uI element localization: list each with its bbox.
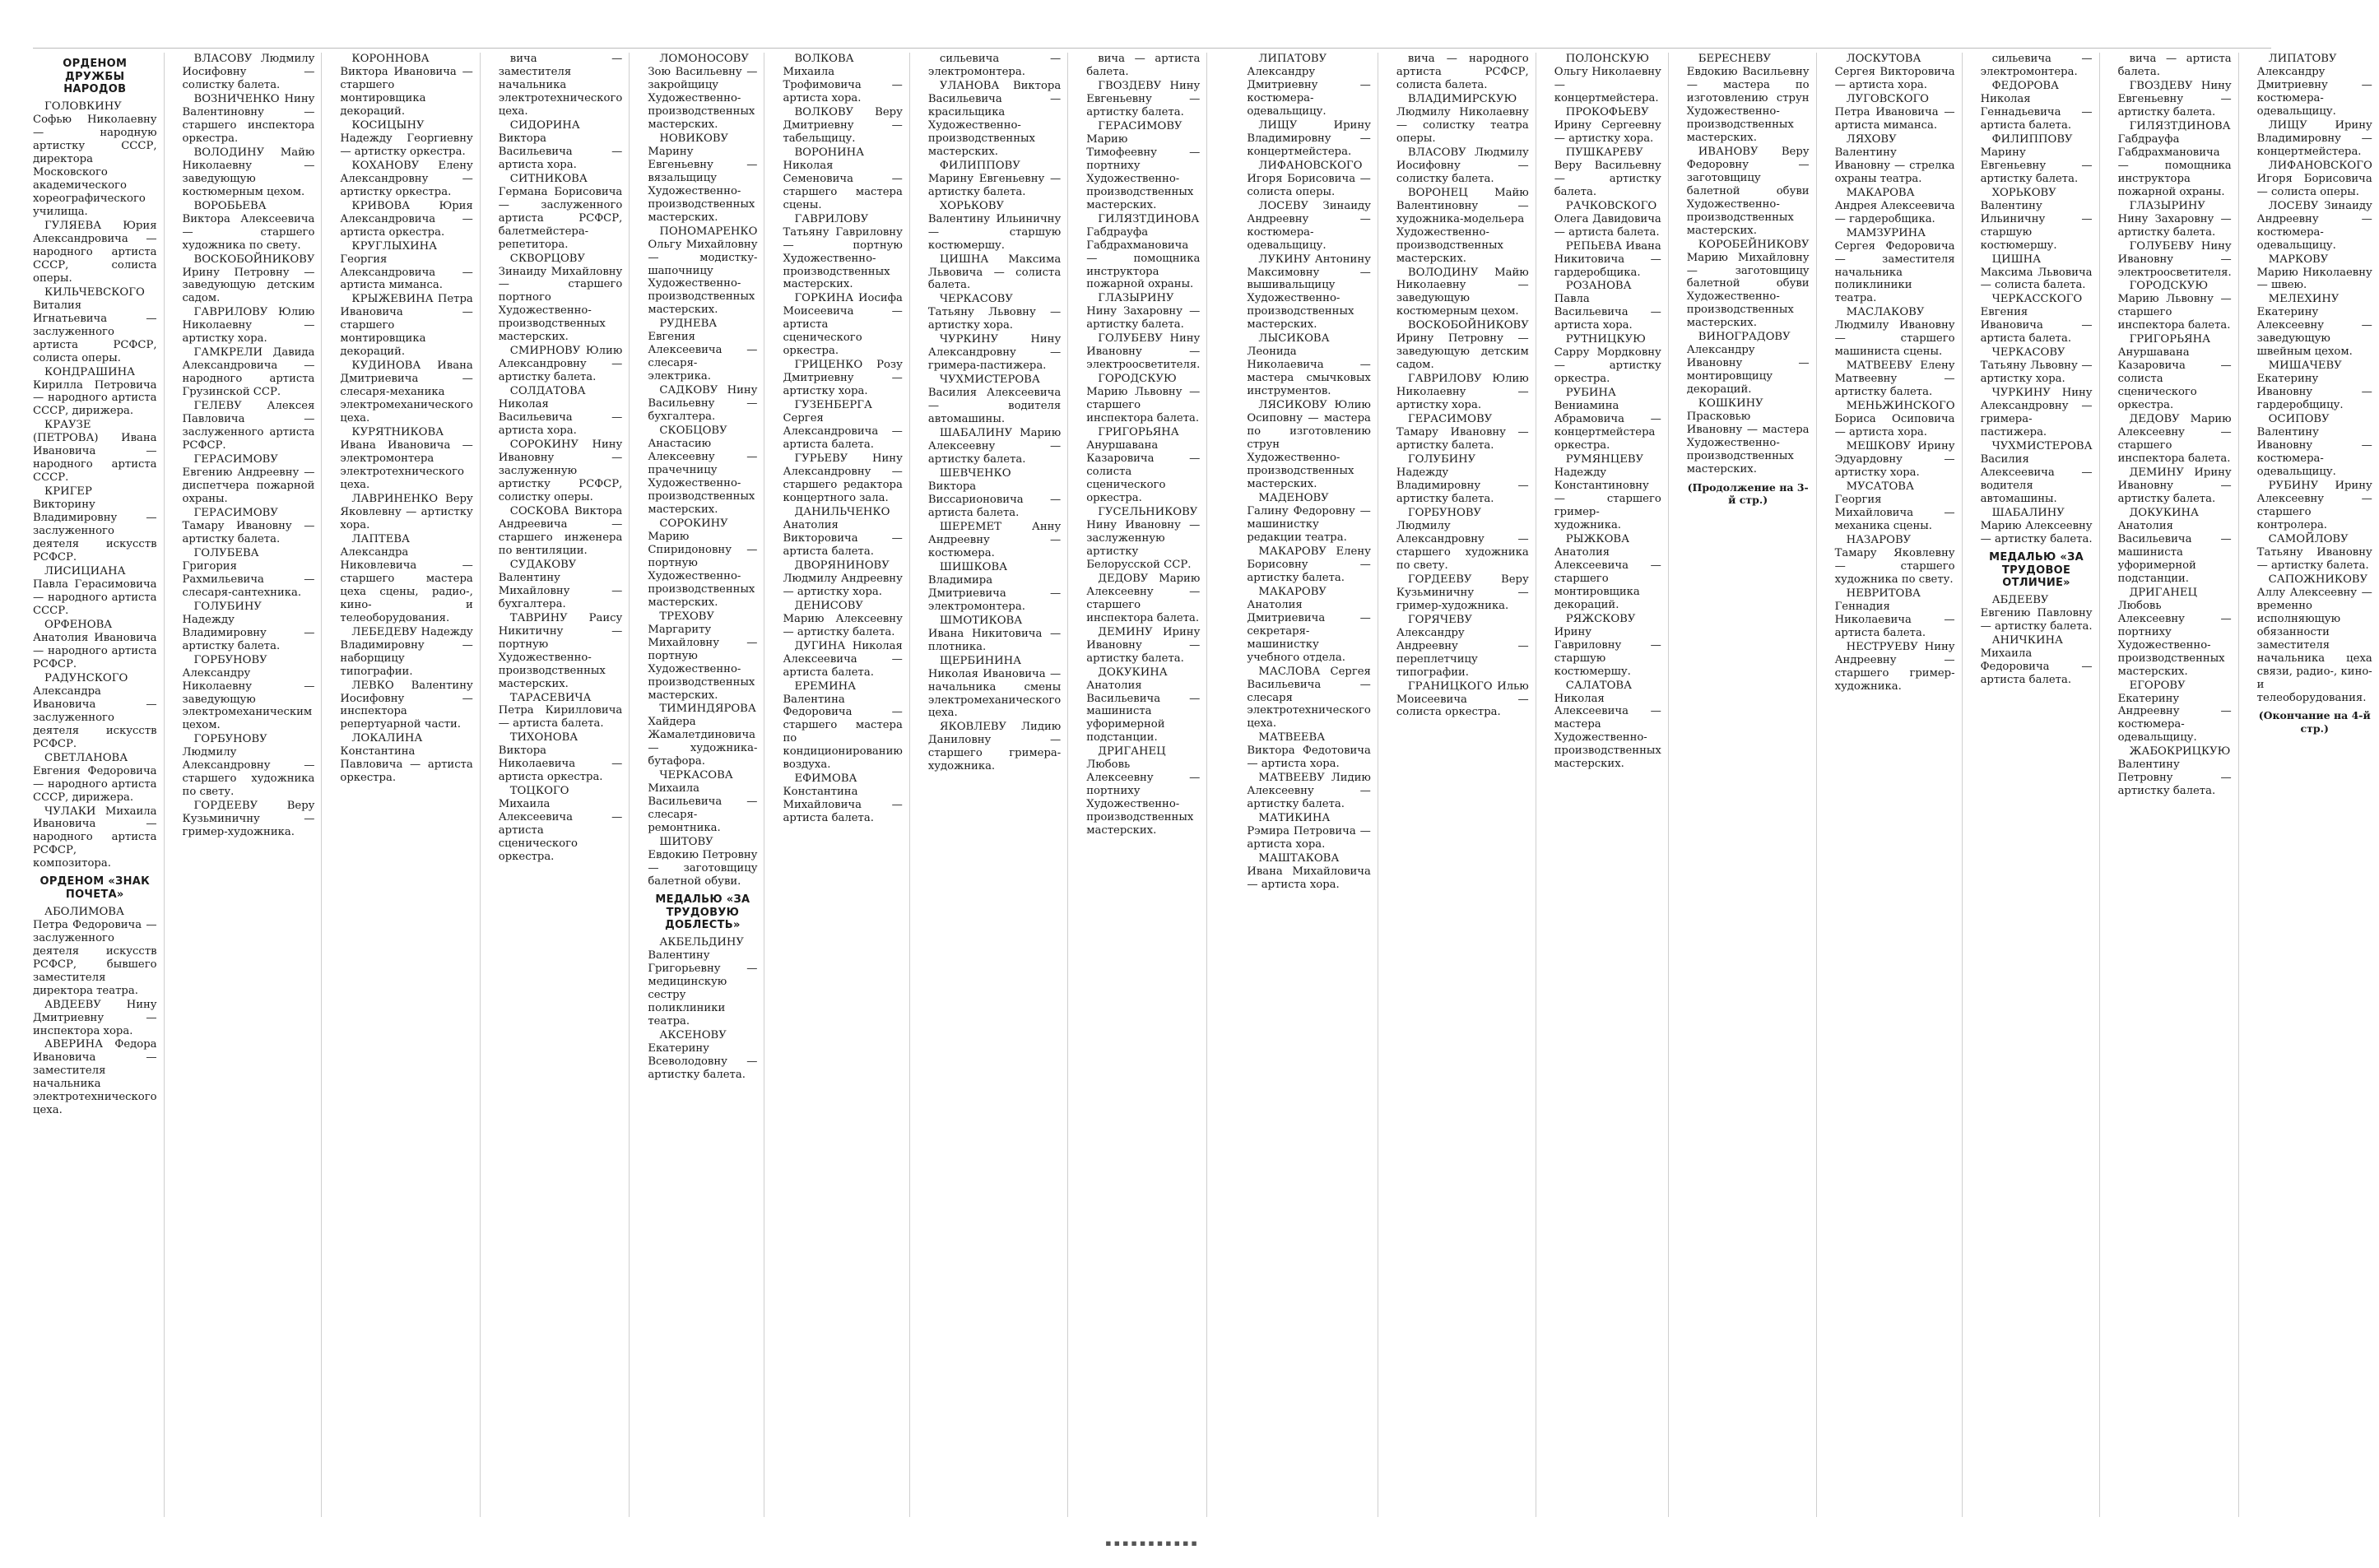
award-entry: ЧУХМИСТЕРОВА Василия Алексеевича — водителя автомашины. — [927, 373, 1062, 426]
award-entry: КУДИНОВА Ивана Дмитриевича — слесаря-механика электромеханического цеха. — [340, 360, 473, 425]
award-entry: ФЕДОРОВА Николая Геннадьевича — артиста балета. — [1980, 79, 2093, 132]
award-entry: КОХАНОВУ Елену Александровну — артистку оркестра. — [340, 159, 473, 198]
award-entry: ГОЛУБЕВА Григория Рахмильевича — слесаря-сантехника. — [182, 546, 315, 599]
award-entry: ШАБАЛИНУ Марию Алексеевну — артистку балета. — [1980, 506, 2093, 545]
award-entry: ГОРДЕЕВУ Веру Кузьминичну — гример-художника. — [182, 800, 315, 839]
award-entry: ГЕРАСИМОВУ Евгению Андреевну — диспетчера пожарной охраны. — [182, 453, 315, 505]
award-entry: ЛАВРИНЕНКО Веру Яковлевну — артистку хора. — [340, 492, 473, 531]
award-entry: КОРОБЕЙНИКОВУ Марию Михайловну — заготовщицу балетной обуви Художественно-производственных мастерских. — [1686, 238, 1810, 330]
award-entry: ЛУКИНУ Антонину Максимовну — вышивальщицу Художественно-производственных мастерских. — [1247, 253, 1371, 332]
award-entry: вича — артиста балета. — [2117, 53, 2232, 78]
award-entry: ШИШКОВА Владимира Дмитриевича — электромонтера. — [927, 560, 1062, 613]
award-entry: ЛИЩУ Ирину Владимировну — концертмейстера. — [1247, 118, 1371, 158]
award-entry: ЛОСКУТОВА Сергея Викторовича — артиста хора. — [1834, 53, 1955, 91]
column-2 — [183, 53, 323, 1517]
award-entry: ГАМКРЕЛИ Давида Александровича — народного артиста Грузинской ССР. — [182, 346, 315, 399]
award-entry: ВЛАДИМИРСКУЮ Людмилу Николаевну — солистку театра оперы. — [1396, 92, 1529, 145]
award-entry: ШЕВЧЕНКО Виктора Виссарионовича — артиста балета. — [927, 467, 1062, 519]
award-entry: ТРЕХОВУ Маргариту Михайловну — портную Художественно-производственных мастерских. — [648, 610, 758, 702]
award-entry: УЛАНОВА Виктора Васильевича — красильщика Художественно-производственных мастерских. — [927, 79, 1062, 158]
award-entry: НЕСТРУЕВУ Нину Андреевну — старшего гример-художника. — [1834, 640, 1955, 693]
award-entry: ДЕМИНУ Ирину Ивановну — артистку балета. — [1086, 625, 1201, 665]
award-entry: СВЕТЛАНОВА Евгения Федоровича — народного артиста СССР, дирижера. — [33, 751, 157, 804]
column-1 — [33, 53, 165, 1517]
award-entry: ДЕНИСОВУ Марию Алексеевну — артистку балета. — [783, 599, 903, 638]
column-14 — [1981, 53, 2100, 1517]
award-entry: КРИВОВА Юрия Александровича — артиста оркестра. — [340, 199, 473, 239]
award-entry: ГОРОДСКУЮ Марию Львовну — старшего инспектора балета. — [2117, 280, 2232, 332]
award-entry: АВДЕЕВУ Нину Дмитриевну — инспектора хора. — [33, 998, 157, 1037]
award-entry: РУТНИЦКУЮ Сарру Мордковну — артистку оркестра. — [1554, 333, 1661, 386]
award-entry: МАСЛАКОВУ Людмилу Ивановну — старшего машиниста сцены. — [1834, 306, 1955, 359]
award-entry: КОСИЦЫНУ Надежду Георгиевну — артистку оркестра. — [340, 118, 473, 158]
award-entry: СИТНИКОВА Германа Борисовича — заслуженного артиста РСФСР, балетмейстера-репетитора. — [498, 172, 623, 251]
award-entry: МАСЛОВА Сергея Васильевича — слесаря электротехнического цеха. — [1247, 665, 1371, 731]
award-entry: ВОЛКОВА Михаила Трофимовича — артиста хора. — [783, 53, 903, 104]
award-entry: НАЗАРОВУ Тамару Яковлевну — старшего художника по свету. — [1834, 533, 1955, 586]
award-entry: ГОРЯЧЕВУ Александру Андреевну — переплетчицу типографии. — [1396, 613, 1529, 679]
award-entry: ВОРОНИНА Николая Семеновича — старшего мастера сцены. — [783, 146, 903, 211]
award-entry: вича — заместителя начальника электротехнического цеха. — [498, 53, 623, 118]
award-entry: КРЫЖЕВИНА Петра Ивановича — старшего монтировщика декораций. — [340, 293, 473, 359]
award-entry: ТАРАСЕВИЧА Петра Кирилловича — артиста балета. — [498, 691, 623, 731]
award-entry: ВОЛОДИНУ Майю Николаевну — заведующую костюмерным цехом. — [182, 146, 315, 198]
section-heading: ОРДЕНОМ ДРУЖБЫ НАРОДОВ — [63, 58, 128, 96]
award-entry: ГРИЦЕНКО Розу Дмитриевну — артистку хора. — [783, 359, 903, 398]
award-entry: ГУЛЯЕВА Юрия Александровича — народного артиста СССР, солиста оперы. — [33, 219, 157, 285]
award-entry: РЫЖКОВА Анатолия Алексеевича — старшего монтировщика декораций. — [1554, 532, 1661, 611]
award-entry: ГЕРАСИМОВУ Марию Тимофеевну — портниху Художественно-производственных мастерских. — [1086, 119, 1201, 211]
award-entry: сильевича — электромонтера. — [927, 53, 1062, 78]
award-entry: ХОРЬКОВУ Валентину Ильиничну — старшую костюмершу. — [927, 199, 1062, 252]
award-entry: ДВОРЯНИНОВУ Людмилу Андреевну — артистку хора. — [783, 559, 903, 598]
award-entry: ЛЯСИКОВУ Юлию Осиповну — мастера по изготовлению струн Художественно-производственных мастерских. — [1247, 399, 1371, 490]
award-entry: СОРОКИНУ Нину Ивановну — заслуженную артистку РСФСР, солистку оперы. — [498, 438, 623, 503]
award-entry: ФИЛИППОВУ Марину Евгеньевну — артистку балета. — [927, 159, 1062, 198]
award-entry: РАЧКОВСКОГО Олега Давидовича — артиста балета. — [1554, 199, 1661, 239]
section-heading: МЕДАЛЬЮ «ЗА ТРУДОВОЕ ОТЛИЧИЕ» — [1989, 550, 2084, 590]
award-entry: ДЕДОВУ Марию Алексеевну — старшего инспектора балета. — [1086, 572, 1201, 624]
award-entry: ЛЯХОВУ Валентину Ивановну — стрелка охраны театра. — [1834, 132, 1955, 185]
award-entry: АБДЕЕВУ Евгению Павловну — артистку балета. — [1980, 594, 2093, 633]
award-entry: КИЛЬЧЕВСКОГО Виталия Игнатьевича — заслуженного артиста РСФСР, солиста оперы. — [33, 285, 157, 364]
award-entry: РУБИНА Вениамина Абрамовича — концертмейстера оркестра. — [1554, 387, 1661, 452]
award-entry: ЧЕРКАСОВУ Татьяну Львовну — артистку хора. — [1980, 346, 2093, 386]
award-entry: МАТИКИНА Рэмира Петровича — артиста хора. — [1247, 812, 1371, 851]
column-15 — [2118, 53, 2239, 1517]
award-entry: ГОЛУБИНУ Надежду Владимировну — артистку балета. — [182, 600, 315, 652]
column-10 — [1396, 53, 1536, 1517]
award-entry: РУМЯНЦЕВУ Надежду Константиновну — старшего гример-художника. — [1554, 453, 1661, 531]
award-entry: ГЕРАСИМОВУ Тамару Ивановну — артистку балета. — [182, 506, 315, 545]
award-entry: ГУЗЕНБЕРГА Сергея Александровича — артиста балета. — [783, 399, 903, 452]
column-8 — [1086, 53, 1207, 1517]
award-entry: ЛИЩУ Ирину Владимировну — концертмейстера. — [2256, 118, 2372, 158]
award-entry: ГОРБУНОВУ Людмилу Александровну — старшего художника по свету. — [182, 733, 315, 799]
award-entry: ОРФЕНОВА Анатолия Ивановича — народного артиста РСФСР. — [33, 618, 157, 670]
award-entry: СОСКОВА Виктора Андреевича — старшего инженера по вентиляции. — [498, 504, 623, 557]
award-entry: ГЛАЗЫРИНУ Нину Захаровну — артистку балета. — [1086, 292, 1201, 332]
award-entry: ЕФИМОВА Константина Михайловича — артиста балета. — [783, 772, 903, 825]
award-entry: ГОЛОВКИНУ Софью Николаевну — народную артистку СССР, директора Московского академического хореографического училища. — [33, 100, 157, 218]
award-entry: ГВОЗДЕВУ Нину Евгеньевну — артистку балета. — [2117, 79, 2232, 118]
award-entry: ДОКУКИНА Анатолия Васильевича — машиниста уфоримерной подстанции. — [2117, 506, 2232, 585]
top-rule — [33, 48, 2271, 49]
award-entry: ЕГОРОВУ Екатерину Андреевну — костюмера-одевальщицу. — [2117, 679, 2232, 745]
award-entry: ГУРЬЕВУ Нину Александровну — старшего редактора концертного зала. — [783, 452, 903, 504]
award-entry: ДРИГАНЕЦ Любовь Алексеевну — портниху Художественно-производственных мастерских. — [1086, 745, 1201, 837]
award-entry: ВОЛКОВУ Веру Дмитриевну — табельщицу. — [783, 105, 903, 145]
award-entry: МЕЛЕХИНУ Екатерину Алексеевну — заведующую швейным цехом. — [2256, 293, 2372, 359]
award-entry: ГОРОДСКУЮ Марию Львовну — старшего инспектора балета. — [1086, 373, 1201, 425]
award-entry: СКОБЦОВУ Анастасию Алексеевну — прачечницу Художественно-производственных мастерских. — [648, 424, 758, 516]
award-entry: ГОРБУНОВУ Людмилу Александровну — старшего художника по свету. — [1396, 506, 1529, 572]
award-entry: КРАУЗЕ (ПЕТРОВА) Ивана Ивановича — народного артиста СССР. — [33, 419, 157, 485]
continuation-note: (Окончание на 4-й стр.) — [2258, 709, 2371, 735]
award-entry: ТИХОНОВА Виктора Николаевича — артиста оркестра. — [498, 731, 623, 784]
award-entry: ЛОСЕВУ Зинаиду Андреевну — костюмера-одевальщицу. — [2256, 199, 2372, 252]
column-3 — [340, 53, 480, 1517]
award-entry: РУДНЕВА Евгения Алексеевича — слесаря-электрика. — [648, 318, 758, 383]
award-entry: АВЕРИНА Федора Ивановича — заместителя начальника электротехнического цеха. — [33, 1038, 157, 1117]
award-entry: ЛОМОНОСОВУ Зою Васильевну — закройщицу Художественно-производственных мастерских. — [648, 53, 758, 131]
award-entry: САДКОВУ Нину Васильевну — бухгалтера. — [648, 384, 758, 424]
award-entry: РОЗАНОВА Павла Васильевича — артиста хора. — [1554, 280, 1661, 332]
award-entry: МЕШКОВУ Ирину Эдуардовну — артистку хора. — [1834, 440, 1955, 480]
column-11 — [1554, 53, 1669, 1517]
award-entry: ДУГИНА Николая Алексеевича — артиста балета. — [783, 639, 903, 679]
award-entry: ГИЛЯЗТДИНОВА Габдрауфа Габдрахмановича — помощника инструктора пожарной охраны. — [1086, 212, 1201, 291]
award-entry: РЯЖСКОВУ Ирину Гавриловну — старшую костюмершу. — [1554, 612, 1661, 678]
award-entry: ЧУРКИНУ Нину Александровну — гримера-пастижера. — [1980, 387, 2093, 439]
award-entry: ЛИПАТОВУ Александру Дмитриевну — костюмера-одевальщицу. — [1247, 53, 1371, 118]
award-entry: ГОРДЕЕВУ Веру Кузьминичну — гример-художника. — [1396, 573, 1529, 612]
award-entry: ЛИФАНОВСКОГО Игоря Борисовича — солиста оперы. — [1247, 159, 1371, 198]
text-columns — [33, 53, 2372, 1517]
award-entry: ЧЕРКАССКОГО Евгения Ивановича — артиста балета. — [1980, 293, 2093, 346]
award-entry: МАРКОВУ Марию Николаевну — швею. — [2256, 253, 2372, 292]
column-16 — [2257, 53, 2379, 1517]
award-entry: ДРИГАНЕЦ Любовь Алексеевну — портниху Художественно-производственных мастерских. — [2117, 586, 2232, 678]
award-entry: ВОСКОБОЙНИКОВУ Ирину Петровну — заведующую детским садом. — [1396, 319, 1529, 372]
award-entry: АБОЛИМОВА Петра Федоровича — заслуженного деятеля искусств РСФСР, бывшего заместителя директора театра. — [33, 905, 157, 997]
award-entry: ТАВРИНУ Раису Никитичну — портную Художественно-производственных мастерских. — [498, 611, 623, 690]
award-entry: ГЕЛЕВУ Алексея Павловича — заслуженного артиста РСФСР. — [182, 400, 315, 452]
award-entry: МУСАТОВА Георгия Михайловича — механика сцены. — [1834, 480, 1955, 532]
award-entry: ЛИПАТОВУ Александру Дмитриевну — костюмера-одевальщицу. — [2256, 53, 2372, 118]
award-entry: ТИМИНДЯРОВА Хайдера Жамалетдиновича — художника-бутафора. — [648, 703, 758, 768]
award-entry: ЛОСЕВУ Зинаиду Андреевну — костюмера-одевальщицу. — [1247, 199, 1371, 252]
award-entry: СОЛДАТОВА Николая Васильевича — артиста хора. — [498, 385, 623, 438]
award-entry: ГЛАЗЫРИНУ Нину Захаровну — артистку балета. — [2117, 199, 2232, 239]
award-entry: ДАНИЛЬЧЕНКО Анатолия Викторовича — артиста балета. — [783, 505, 903, 558]
award-entry: ГРАНИЦКОГО Илью Моисеевича — солиста оркестра. — [1396, 680, 1529, 719]
award-entry: ВИНОГРАДОВУ Александру Ивановну — монтировщицу декораций. — [1686, 331, 1810, 397]
award-entry: ЧЕРКАСОВА Михаила Васильевича — слесаря-ремонтника. — [648, 769, 758, 835]
award-entry: ВОЛОДИНУ Майю Николаевну — заведующую костюмерным цехом. — [1396, 266, 1529, 318]
column-4 — [499, 53, 630, 1517]
award-entry: МЕНЬЖИНСКОГО Бориса Осиповича — артиста хора. — [1834, 400, 1955, 439]
award-entry: ЛОКАЛИНА Константина Павловича — артиста оркестра. — [340, 732, 473, 785]
award-entry: ШАБАЛИНУ Марию Алексеевну — артистку балета. — [927, 427, 1062, 466]
award-entry: ЕРЕМИНА Валентина Федоровича — старшего мастера по кондиционированию воздуха. — [783, 680, 903, 772]
award-entry: ЧУХМИСТЕРОВА Василия Алексеевича — водителя автомашины. — [1980, 440, 2093, 505]
award-entry: ЛАПТЕВА Александра Никовлевича — старшего мастера цеха сцены, радио-, кино- и телеоборудования. — [340, 532, 473, 624]
column-12 — [1687, 53, 1817, 1517]
award-entry: ЛЕВКО Валентину Иосифовну — инспектора репертуарной части. — [340, 679, 473, 731]
award-entry: ШИТОВУ Евдокию Петровну — заготовщицу балетной обуви. — [648, 836, 758, 888]
section-heading: МЕДАЛЬЮ «ЗА ТРУДОВУЮ ДОБЛЕСТЬ» — [655, 893, 750, 932]
award-entry: КОНДРАШИНА Кирилла Петровича — народного артиста СССР, дирижера. — [33, 365, 157, 418]
award-entry: МАТВЕЕВА Виктора Федотовича — артиста хора. — [1247, 731, 1371, 771]
award-entry: КРИГЕР Викторину Владимировну — заслуженного деятеля искусств РСФСР. — [33, 485, 157, 564]
award-entry: МАМЗУРИНА Сергея Федоровича — заместителя начальника поликлиники театра. — [1834, 226, 1955, 305]
award-entry: ЖАБОКРИЦКУЮ Валентину Петровну — артистку балета. — [2117, 745, 2232, 798]
award-entry: МИШАЧЕВУ Екатерину Ивановну — гардеробщицу. — [2256, 360, 2372, 412]
award-entry: ДЕМИНУ Ирину Ивановну — артистку балета. — [2117, 466, 2232, 505]
award-entry: ЛЫСИКОВА Леонида Николаевича — мастера смычковых инструментов. — [1247, 332, 1371, 398]
award-entry: РУБИНУ Ирину Алексеевну — старшего контролера. — [2256, 480, 2372, 531]
award-entry: ГАВРИЛОВУ Юлию Николаевну — артистку хора. — [182, 306, 315, 346]
award-entry: ПУШКАРЕВУ Веру Васильевну — артистку балета. — [1554, 146, 1661, 198]
award-entry: МАКАРОВУ Елену Борисовну — артистку балета. — [1247, 545, 1371, 584]
award-entry: СУДАКОВУ Валентину Михайловну — бухгалтера. — [498, 558, 623, 610]
award-entry: ЧУРКИНУ Нину Александровну — гримера-пастижера. — [927, 333, 1062, 373]
award-entry: ХОРЬКОВУ Валентину Ильиничну — старшую костюмершу. — [1980, 186, 2093, 252]
award-entry: ВЛАСОВУ Людмилу Иосифовну — солистку балета. — [1396, 146, 1529, 185]
award-entry: ВЛАСОВУ Людмилу Иосифовну — солистку балета. — [182, 53, 315, 91]
award-entry: вича — артиста балета. — [1086, 53, 1201, 78]
award-entry: КРУГЛЫХИНА Георгия Александровича — артиста миманса. — [340, 239, 473, 292]
award-entry: СКВОРЦОВУ Зинаиду Михайловну — старшего портного Художественно-производственных мастерских. — [498, 252, 623, 344]
award-entry: КУРЯТНИКОВА Ивана Ивановича — электромонтера электротехнического цеха. — [340, 426, 473, 491]
award-entry: ЛИСИЦИАНА Павла Герасимовича — народного артиста СССР. — [33, 565, 157, 617]
column-7 — [928, 53, 1068, 1517]
award-entry: ГОРКИНА Иосифа Моисеевича — артиста сценического оркестра. — [783, 292, 903, 358]
award-entry: МАТВЕЕВУ Лидию Алексеевну — артистку балета. — [1247, 772, 1371, 811]
award-entry: ГАВРИЛОВУ Татьяну Гавриловну — портную Художественно-производственных мастерских. — [783, 212, 903, 291]
award-entry: РАДУНСКОГО Александра Ивановича — заслуженного деятеля искусств РСФСР. — [33, 671, 157, 750]
award-entry: АНИЧКИНА Михаила Федоровича — артиста балета. — [1980, 633, 2093, 686]
award-entry: КОРОННОВА Виктора Ивановича — старшего монтировщика декораций. — [340, 53, 473, 118]
award-entry: САПОЖНИКОВУ Аллу Алексеевну — временно исполняющую обязанности заместителя начальника цеха связи, радио-, кино- и телеоборудования. — [2256, 573, 2372, 704]
column-5 — [648, 53, 764, 1517]
award-entry: ЛЕБЕДЕВУ Надежду Владимировну — наборщицу типографии. — [340, 625, 473, 678]
column-13 — [1835, 53, 1963, 1517]
award-entry: МАШТАКОВА Ивана Михайловича — артиста хора. — [1247, 852, 1371, 892]
award-entry: ПОЛОНСКУЮ Ольгу Николаевну — концертмейстера. — [1554, 53, 1661, 104]
award-entry: ВОРОНЕЦ Майю Валентиновну — художника-модельера Художественно-производственных мастерских. — [1396, 186, 1529, 265]
award-entry: ЦИШНА Максима Львовича — солиста балета. — [927, 253, 1062, 292]
award-entry: ГАВРИЛОВУ Юлию Николаевну — артистку хора. — [1396, 373, 1529, 412]
award-entry: ШМОТИКОВА Ивана Никитовича — плотника. — [927, 614, 1062, 653]
award-entry: ЯКОВЛЕВУ Лидию Даниловну — старшего гримера-художника. — [927, 721, 1062, 773]
award-entry: РЕПЬЕВА Ивана Никитовича — гардеробщика. — [1554, 239, 1661, 279]
award-entry: ПОНОМАРЕНКО Ольгу Михайловну — модистку-шапочницу Художественно-производственных мастерских. — [648, 225, 758, 317]
award-entry: КОШКИНУ Прасковью Ивановну — мастера Художественно-производственных мастерских. — [1686, 397, 1810, 476]
award-entry: ГОЛУБИНУ Надежду Владимировну — артистку балета. — [1396, 453, 1529, 505]
award-entry: САЛАТОВА Николая Алексеевича — мастера Художественно-производственных мастерских. — [1554, 679, 1661, 771]
award-entry: СМИРНОВУ Юлию Александровну — артистку балета. — [498, 345, 623, 384]
award-entry: МАКАРОВУ Анатолия Дмитриевича — секретаря-машинистку учебного отдела. — [1247, 585, 1371, 664]
award-entry: МАДЕНОВУ Галину Федоровну — машинистку редакции театра. — [1247, 491, 1371, 544]
award-entry: ЩЕРБИНИНА Николая Ивановича — начальника смены электромеханического цеха. — [927, 654, 1062, 720]
award-entry: ВОСКОБОЙНИКОВУ Ирину Петровну — заведующую детским садом. — [182, 253, 315, 305]
award-entry: ГИЛЯЗТДИНОВА Габдрауфа Габдрахмановича — помощника инструктора пожарной охраны. — [2117, 119, 2232, 198]
column-9 — [1247, 53, 1378, 1517]
award-entry: ДОКУКИНА Анатолия Васильевича — машиниста уфоримерной подстанции. — [1086, 666, 1201, 745]
section-heading: ОРДЕНОМ «ЗНАК ПОЧЕТА» — [39, 875, 151, 902]
award-entry: ГВОЗДЕВУ Нину Евгеньевну — артистку балета. — [1086, 79, 1201, 118]
award-entry: ЧЕРКАСОВУ Татьяну Львовну — артистку хора. — [927, 293, 1062, 332]
award-entry: ИВАНОВУ Веру Федоровну — заготовщицу балетной обуви Художественно-производственных мастерских. — [1686, 145, 1810, 237]
award-entry: ВОЗНИЧЕНКО Нину Валентиновну — старшего инспектора оркестра. — [182, 92, 315, 145]
continuation-note: (Продолжение на 3-й стр.) — [1687, 481, 1809, 507]
award-entry: ШЕРЕМЕТ Анну Андреевну — костюмера. — [927, 520, 1062, 559]
award-entry: ГРИГОРЬЯНА Ануршавана Казаровича — солиста сценического оркестра. — [2117, 333, 2232, 412]
award-entry: ФИЛИППОВУ Марину Евгеньевну — артистку балета. — [1980, 132, 2093, 185]
award-entry: ОСИПОВУ Валентину Ивановну — костюмера-одевальщицу. — [2256, 413, 2372, 479]
award-entry: СИДОРИНА Виктора Васильевича — артиста хора. — [498, 118, 623, 171]
award-entry: ВОРОБЬЕВА Виктора Алексеевича — старшего художника по свету. — [182, 199, 315, 252]
award-entry: ГОЛУБЕВУ Нину Ивановну — электроосветителя. — [2117, 239, 2232, 279]
award-entry: МАТВЕЕВУ Елену Матвеевну — артистку балета. — [1834, 360, 1955, 399]
award-entry: АКСЕНОВУ Екатерину Всеволодовну — артистку балета. — [648, 1028, 758, 1081]
award-entry: вича — народного артиста РСФСР, солиста балета. — [1396, 53, 1529, 91]
award-entry: НОВИКОВУ Марину Евгеньевну — вязальщицу Художественно-производственных мастерских. — [648, 132, 758, 224]
award-entry: ГОРБУНОВУ Александру Николаевну — заведующую электромеханическим цехом. — [182, 653, 315, 732]
award-entry: БЕРЕСНЕВУ Евдокию Васильевну — мастера по изготовлению струн Художественно-производственных мастерских. — [1686, 53, 1810, 144]
award-entry: ГРИГОРЬЯНА Ануршавана Казаровича — солиста сценического оркестра. — [1086, 426, 1201, 504]
column-6 — [783, 53, 909, 1517]
award-entry: ПРОКОФЬЕВУ Ирину Сергеевну — артистку хора. — [1554, 105, 1661, 145]
award-entry: НЕВРИТОВА Геннадия Николаевича — артиста балета. — [1834, 587, 1955, 639]
award-entry: ГОЛУБЕВУ Нину Ивановну — электроосветителя. — [1086, 332, 1201, 372]
award-entry: СОРОКИНУ Марию Спиридоновну — портную Художественно-производственных мастерских. — [648, 517, 758, 609]
award-entry: ГЕРАСИМОВУ Тамару Ивановну — артистку балета. — [1396, 413, 1529, 452]
award-entry: ТОЦКОГО Михаила Алексеевича — артиста сценического оркестра. — [498, 785, 623, 864]
award-entry: ЛИФАНОВСКОГО Игоря Борисовича — солиста оперы. — [2256, 159, 2372, 198]
award-entry: МАКАРОВА Андрея Алексеевича — гардеробщика. — [1834, 186, 1955, 225]
award-entry: сильевича — электромонтера. — [1980, 53, 2093, 78]
award-entry: ЦИШНА Максима Львовича — солиста балета. — [1980, 253, 2093, 292]
award-entry: ДЕДОВУ Марию Алексеевну — старшего инспектора балета. — [2117, 413, 2232, 466]
award-entry: ЧУЛАКИ Михаила Ивановича — народного артиста РСФСР, композитора. — [33, 805, 157, 870]
award-entry: ЛУГОВСКОГО Петра Ивановича — артиста миманса. — [1834, 92, 1955, 132]
award-entry: ГУСЕЛЬНИКОВУ Нину Ивановну — заслуженную артистку Белорусской ССР. — [1086, 505, 1201, 571]
award-entry: АКБЕЛЬДИНУ Валентину Григорьевну — медицинскую сестру поликлиники театра. — [648, 936, 758, 1028]
footer-mark: ▪▪▪▪▪▪▪▪▪▪▪ — [1104, 1537, 1200, 1550]
award-entry: САМОЙЛОВУ Татьяну Ивановну — артистку балета. — [2256, 532, 2372, 572]
